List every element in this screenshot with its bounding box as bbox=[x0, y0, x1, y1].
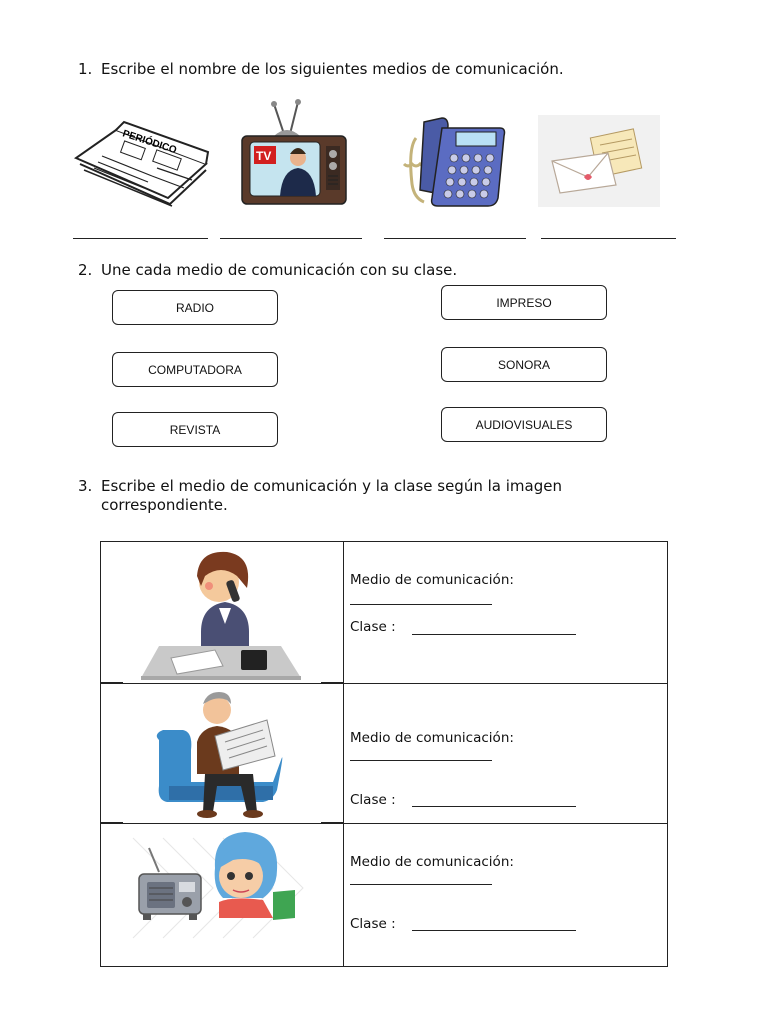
match-box-revista[interactable]: REVISTA bbox=[112, 412, 278, 447]
question-3-text-line1: Escribe el medio de comunicación y la clase según la imagen bbox=[101, 477, 562, 495]
child-radio-image bbox=[123, 828, 323, 962]
man-newspaper-image bbox=[153, 690, 293, 820]
question-2 bbox=[78, 261, 698, 281]
question-3-text-line2: correspondiente. bbox=[101, 496, 228, 514]
image-cell bbox=[101, 684, 344, 824]
answer-line-4[interactable] bbox=[541, 238, 676, 239]
letter-image bbox=[538, 115, 660, 207]
answer-cell bbox=[344, 542, 668, 684]
match-box-sonora[interactable]: SONORA bbox=[441, 347, 607, 382]
medio-answer-line[interactable] bbox=[350, 604, 492, 605]
newspaper-title: PERIÓDICO bbox=[121, 128, 178, 157]
table-row bbox=[101, 684, 668, 824]
answer-line-2[interactable] bbox=[220, 238, 362, 239]
table-row bbox=[101, 824, 668, 967]
match-box-radio[interactable]: RADIO bbox=[112, 290, 278, 325]
clase-label: Clase : bbox=[350, 916, 396, 932]
question-2-text: Une cada medio de comunicación con su clase. bbox=[101, 261, 458, 279]
television-image bbox=[240, 98, 350, 208]
clase-label: Clase : bbox=[350, 792, 396, 808]
question-1 bbox=[78, 60, 698, 80]
question-1-number: 1. bbox=[78, 60, 93, 78]
clase-answer-line[interactable] bbox=[412, 634, 576, 635]
medio-answer-line[interactable] bbox=[350, 884, 492, 885]
clase-answer-line[interactable] bbox=[412, 806, 576, 807]
table-row bbox=[101, 542, 668, 684]
match-box-impreso[interactable]: IMPRESO bbox=[441, 285, 607, 320]
answer-line-3[interactable] bbox=[384, 238, 526, 239]
clase-label: Clase : bbox=[350, 619, 396, 635]
woman-phone-image bbox=[141, 546, 305, 680]
question-3-number: 3. bbox=[78, 477, 93, 495]
answer-line-1[interactable] bbox=[73, 238, 208, 239]
exercise-table bbox=[100, 541, 668, 967]
answer-cell bbox=[344, 684, 668, 824]
question-2-number: 2. bbox=[78, 261, 93, 279]
telephone-image bbox=[394, 114, 508, 210]
question-3 bbox=[78, 477, 698, 517]
answer-cell bbox=[344, 824, 668, 967]
tv-logo: TV bbox=[256, 149, 272, 163]
newspaper-image bbox=[72, 118, 210, 208]
medio-label: Medio de comunicación: bbox=[350, 572, 514, 588]
image-cell bbox=[101, 542, 344, 684]
question-1-text: Escribe el nombre de los siguientes medios de comunicación. bbox=[101, 60, 564, 78]
match-box-computadora[interactable]: COMPUTADORA bbox=[112, 352, 278, 387]
clase-answer-line[interactable] bbox=[412, 930, 576, 931]
medio-label: Medio de comunicación: bbox=[350, 854, 514, 870]
medio-label: Medio de comunicación: bbox=[350, 730, 514, 746]
match-box-audiovisuales[interactable]: AUDIOVISUALES bbox=[441, 407, 607, 442]
image-cell bbox=[101, 824, 344, 967]
medio-answer-line[interactable] bbox=[350, 760, 492, 761]
